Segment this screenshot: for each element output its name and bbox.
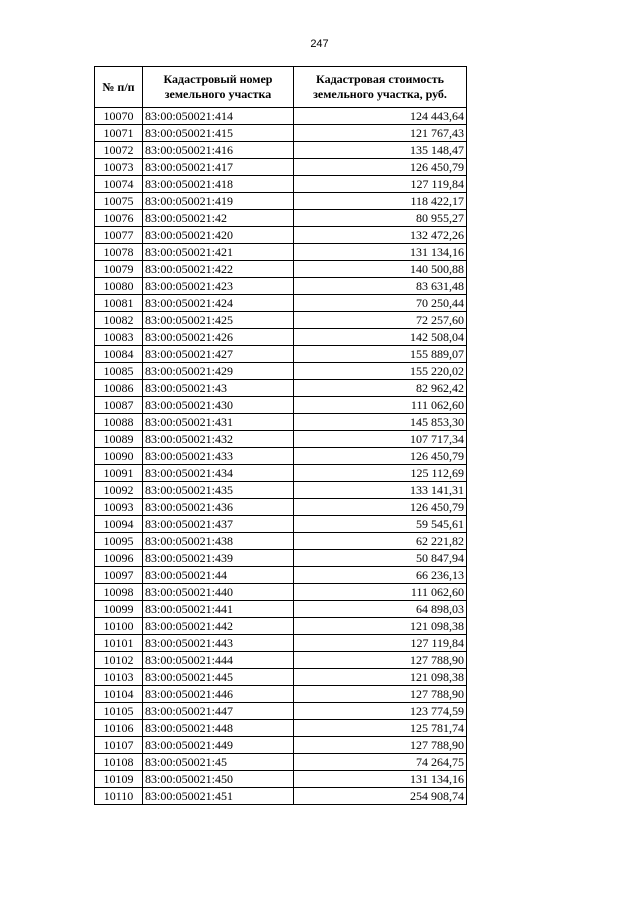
cell-cadastral-value: 127 788,90 — [294, 686, 467, 703]
table-row — [95, 567, 467, 584]
cell-number: 10096 — [95, 550, 143, 567]
cell-cadastral-number: 83:00:050021:447 — [143, 703, 294, 720]
cell-cadastral-value: 126 450,79 — [294, 159, 467, 176]
cell-cadastral-value: 131 134,16 — [294, 244, 467, 261]
cell-cadastral-value: 142 508,04 — [294, 329, 467, 346]
table-row — [95, 703, 467, 720]
cell-number: 10080 — [95, 278, 143, 295]
cell-cadastral-value: 107 717,34 — [294, 431, 467, 448]
table-row — [95, 108, 467, 125]
table-row — [95, 210, 467, 227]
cell-number: 10085 — [95, 363, 143, 380]
cell-cadastral-number: 83:00:050021:424 — [143, 295, 294, 312]
cell-number: 10084 — [95, 346, 143, 363]
cell-cadastral-value: 83 631,48 — [294, 278, 467, 295]
table-row — [95, 312, 467, 329]
cell-cadastral-number: 83:00:050021:425 — [143, 312, 294, 329]
table-row — [95, 635, 467, 652]
cell-number: 10091 — [95, 465, 143, 482]
cell-number: 10095 — [95, 533, 143, 550]
cell-cadastral-number: 83:00:050021:420 — [143, 227, 294, 244]
cell-number: 10104 — [95, 686, 143, 703]
cell-number: 10106 — [95, 720, 143, 737]
table-row — [95, 227, 467, 244]
cell-number: 10079 — [95, 261, 143, 278]
cell-number: 10090 — [95, 448, 143, 465]
cell-cadastral-value: 127 119,84 — [294, 176, 467, 193]
cell-number: 10097 — [95, 567, 143, 584]
cell-cadastral-number: 83:00:050021:436 — [143, 499, 294, 516]
cell-cadastral-value: 126 450,79 — [294, 448, 467, 465]
cell-number: 10092 — [95, 482, 143, 499]
table-row — [95, 669, 467, 686]
table-row — [95, 176, 467, 193]
table-row — [95, 618, 467, 635]
cell-cadastral-number: 83:00:050021:444 — [143, 652, 294, 669]
table-row — [95, 652, 467, 669]
cell-cadastral-number: 83:00:050021:430 — [143, 397, 294, 414]
cell-cadastral-value: 145 853,30 — [294, 414, 467, 431]
cell-cadastral-number: 83:00:050021:427 — [143, 346, 294, 363]
cell-number: 10089 — [95, 431, 143, 448]
cell-number: 10093 — [95, 499, 143, 516]
cell-number: 10074 — [95, 176, 143, 193]
table-row — [95, 329, 467, 346]
cell-cadastral-value: 126 450,79 — [294, 499, 467, 516]
cell-cadastral-number: 83:00:050021:432 — [143, 431, 294, 448]
cell-number: 10075 — [95, 193, 143, 210]
cell-cadastral-number: 83:00:050021:449 — [143, 737, 294, 754]
table-row — [95, 142, 467, 159]
cell-number: 10105 — [95, 703, 143, 720]
cell-cadastral-number: 83:00:050021:421 — [143, 244, 294, 261]
cell-cadastral-value: 155 889,07 — [294, 346, 467, 363]
table-row — [95, 516, 467, 533]
table-row — [95, 193, 467, 210]
cell-number: 10102 — [95, 652, 143, 669]
table-row — [95, 737, 467, 754]
cell-number: 10109 — [95, 771, 143, 788]
table-row — [95, 601, 467, 618]
column-header-cadastral-value: Кадастровая стоимость земельного участка, руб. — [294, 67, 467, 108]
cell-cadastral-number: 83:00:050021:418 — [143, 176, 294, 193]
cell-cadastral-value: 131 134,16 — [294, 771, 467, 788]
cell-cadastral-value: 125 112,69 — [294, 465, 467, 482]
cell-cadastral-number: 83:00:050021:433 — [143, 448, 294, 465]
cell-number: 10081 — [95, 295, 143, 312]
cell-cadastral-value: 74 264,75 — [294, 754, 467, 771]
cell-cadastral-number: 83:00:050021:45 — [143, 754, 294, 771]
cell-cadastral-value: 155 220,02 — [294, 363, 467, 380]
cell-number: 10094 — [95, 516, 143, 533]
cell-cadastral-number: 83:00:050021:443 — [143, 635, 294, 652]
table-row — [95, 363, 467, 380]
cell-cadastral-value: 121 098,38 — [294, 618, 467, 635]
table-row — [95, 720, 467, 737]
cell-cadastral-number: 83:00:050021:445 — [143, 669, 294, 686]
table-row — [95, 550, 467, 567]
cell-cadastral-value: 80 955,27 — [294, 210, 467, 227]
table-header-row — [95, 67, 467, 108]
cell-cadastral-number: 83:00:050021:431 — [143, 414, 294, 431]
table-row — [95, 278, 467, 295]
table-row — [95, 533, 467, 550]
table-row — [95, 244, 467, 261]
cell-number: 10087 — [95, 397, 143, 414]
table-row — [95, 295, 467, 312]
cell-cadastral-number: 83:00:050021:43 — [143, 380, 294, 397]
cell-number: 10082 — [95, 312, 143, 329]
table-row — [95, 465, 467, 482]
cell-number: 10107 — [95, 737, 143, 754]
cell-cadastral-value: 62 221,82 — [294, 533, 467, 550]
table-row — [95, 686, 467, 703]
cell-cadastral-value: 111 062,60 — [294, 397, 467, 414]
cell-cadastral-number: 83:00:050021:434 — [143, 465, 294, 482]
cell-number: 10099 — [95, 601, 143, 618]
cell-cadastral-value: 127 788,90 — [294, 737, 467, 754]
cell-cadastral-value: 125 781,74 — [294, 720, 467, 737]
column-header-number: № п/п — [95, 67, 143, 108]
cell-cadastral-number: 83:00:050021:435 — [143, 482, 294, 499]
cell-cadastral-number: 83:00:050021:439 — [143, 550, 294, 567]
cell-cadastral-number: 83:00:050021:450 — [143, 771, 294, 788]
cell-cadastral-number: 83:00:050021:438 — [143, 533, 294, 550]
cell-cadastral-number: 83:00:050021:441 — [143, 601, 294, 618]
cell-cadastral-number: 83:00:050021:422 — [143, 261, 294, 278]
cell-number: 10088 — [95, 414, 143, 431]
cell-cadastral-number: 83:00:050021:44 — [143, 567, 294, 584]
table-body — [95, 108, 467, 805]
table-row — [95, 397, 467, 414]
cell-cadastral-number: 83:00:050021:446 — [143, 686, 294, 703]
cell-cadastral-value: 123 774,59 — [294, 703, 467, 720]
table-row — [95, 754, 467, 771]
cell-cadastral-number: 83:00:050021:451 — [143, 788, 294, 805]
table-row — [95, 261, 467, 278]
cell-cadastral-number: 83:00:050021:429 — [143, 363, 294, 380]
cell-cadastral-value: 66 236,13 — [294, 567, 467, 584]
table-row — [95, 380, 467, 397]
cell-number: 10108 — [95, 754, 143, 771]
cell-cadastral-number: 83:00:050021:442 — [143, 618, 294, 635]
table-row — [95, 125, 467, 142]
cell-cadastral-number: 83:00:050021:416 — [143, 142, 294, 159]
cell-number: 10070 — [95, 108, 143, 125]
cell-cadastral-value: 127 119,84 — [294, 635, 467, 652]
cell-cadastral-value: 132 472,26 — [294, 227, 467, 244]
table-row — [95, 414, 467, 431]
table-row — [95, 788, 467, 805]
cell-cadastral-value: 111 062,60 — [294, 584, 467, 601]
cell-cadastral-value: 50 847,94 — [294, 550, 467, 567]
cell-cadastral-value: 135 148,47 — [294, 142, 467, 159]
page-number: 247 — [310, 38, 329, 50]
cell-number: 10073 — [95, 159, 143, 176]
cell-number: 10098 — [95, 584, 143, 601]
cell-cadastral-value: 133 141,31 — [294, 482, 467, 499]
table-row — [95, 346, 467, 363]
cell-cadastral-number: 83:00:050021:426 — [143, 329, 294, 346]
cell-cadastral-value: 140 500,88 — [294, 261, 467, 278]
table-row — [95, 448, 467, 465]
cell-cadastral-number: 83:00:050021:414 — [143, 108, 294, 125]
cell-cadastral-value: 121 098,38 — [294, 669, 467, 686]
cell-number: 10086 — [95, 380, 143, 397]
cell-cadastral-value: 64 898,03 — [294, 601, 467, 618]
table-row — [95, 431, 467, 448]
table-header — [95, 67, 467, 108]
cell-cadastral-number: 83:00:050021:417 — [143, 159, 294, 176]
cell-cadastral-value: 127 788,90 — [294, 652, 467, 669]
cell-number: 10071 — [95, 125, 143, 142]
cell-number: 10083 — [95, 329, 143, 346]
cell-cadastral-value: 82 962,42 — [294, 380, 467, 397]
cell-number: 10101 — [95, 635, 143, 652]
cell-cadastral-value: 59 545,61 — [294, 516, 467, 533]
cell-cadastral-number: 83:00:050021:415 — [143, 125, 294, 142]
table-row — [95, 584, 467, 601]
cell-cadastral-number: 83:00:050021:423 — [143, 278, 294, 295]
cell-number: 10103 — [95, 669, 143, 686]
table-row — [95, 499, 467, 516]
cell-cadastral-number: 83:00:050021:42 — [143, 210, 294, 227]
cell-cadastral-number: 83:00:050021:448 — [143, 720, 294, 737]
cell-number: 10110 — [95, 788, 143, 805]
cell-number: 10072 — [95, 142, 143, 159]
cell-cadastral-value: 70 250,44 — [294, 295, 467, 312]
cell-number: 10078 — [95, 244, 143, 261]
column-header-cadastral-number: Кадастровый номер земельного участка — [143, 67, 294, 108]
cell-number: 10077 — [95, 227, 143, 244]
cell-number: 10100 — [95, 618, 143, 635]
cell-cadastral-number: 83:00:050021:437 — [143, 516, 294, 533]
cell-cadastral-number: 83:00:050021:419 — [143, 193, 294, 210]
table-row — [95, 482, 467, 499]
cell-number: 10076 — [95, 210, 143, 227]
cell-cadastral-value: 121 767,43 — [294, 125, 467, 142]
cell-cadastral-number: 83:00:050021:440 — [143, 584, 294, 601]
cadastral-value-table — [94, 66, 467, 805]
cell-cadastral-value: 118 422,17 — [294, 193, 467, 210]
cell-cadastral-value: 124 443,64 — [294, 108, 467, 125]
table-row — [95, 771, 467, 788]
cell-cadastral-value: 72 257,60 — [294, 312, 467, 329]
cell-cadastral-value: 254 908,74 — [294, 788, 467, 805]
table-row — [95, 159, 467, 176]
